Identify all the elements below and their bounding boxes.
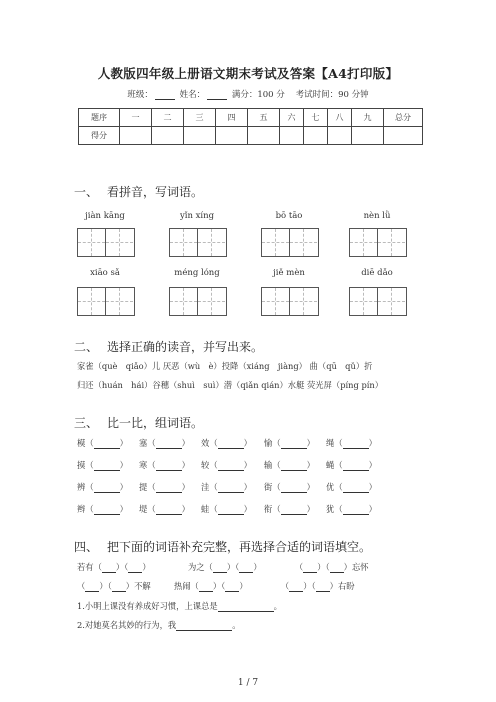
bracket-open: （ [334, 482, 343, 492]
bracket-open: （ [209, 460, 218, 470]
compare-char: 愉 [264, 438, 273, 448]
section-number: 四、 [74, 540, 99, 554]
compare-char: 寒 [139, 460, 148, 470]
compare-char: 提 [139, 482, 148, 492]
bracket-close: ） [243, 504, 252, 514]
score-cell[interactable] [120, 127, 152, 145]
compare-item [201, 503, 252, 515]
pinyin-label: jiàn kāng [85, 211, 125, 221]
section-2-heading [74, 338, 263, 355]
bracket-open: （ [85, 482, 94, 492]
table-cell: 七 [304, 109, 328, 127]
writing-cell[interactable] [262, 229, 290, 256]
bracket-open: （ [272, 460, 281, 470]
compare-item [139, 459, 190, 471]
bracket-close: ） [119, 482, 128, 492]
fill-question-2 [77, 619, 241, 631]
section-4-heading [74, 538, 371, 555]
compare-blank[interactable] [218, 461, 244, 471]
question-text: 。 [273, 601, 282, 611]
table-cell: 八 [328, 109, 352, 127]
compare-char: 绳 [326, 438, 335, 448]
bracket-open: （ [209, 438, 218, 448]
compare-blank[interactable] [94, 439, 120, 449]
bracket-close: ） [243, 460, 252, 470]
idiom-blank[interactable] [102, 563, 116, 573]
reading-line-1: 家雀（què qiǎo）儿 厌恶（wù è）投降（xiáng jiàng） 曲（qū qǔ）折 [77, 361, 373, 371]
bracket-open: （ [147, 504, 156, 514]
compare-item [139, 437, 190, 449]
compare-blank[interactable] [281, 461, 307, 471]
table-cell: 题序 [79, 109, 120, 127]
compare-char: 辨 [77, 482, 86, 492]
compare-blank[interactable] [94, 461, 120, 471]
table-cell: 五 [248, 109, 280, 127]
bracket-close: ） [306, 504, 315, 514]
compare-blank[interactable] [218, 439, 244, 449]
writing-cell[interactable] [106, 288, 133, 315]
compare-item [201, 459, 252, 471]
section-3-heading [74, 414, 203, 431]
class-label: 班级： [127, 90, 153, 100]
writing-cell[interactable] [290, 288, 317, 315]
idiom-text: ）右盼 [329, 581, 355, 591]
score-cell[interactable] [216, 127, 248, 145]
bracket-close: ） [181, 438, 190, 448]
compare-char: 优 [326, 482, 335, 492]
compare-item [326, 481, 377, 493]
bracket-open: （ [209, 504, 218, 514]
table-cell: 六 [280, 109, 304, 127]
idiom-text: 为之（ [187, 562, 213, 572]
writing-cell[interactable] [350, 288, 378, 315]
compare-char: 蝇 [326, 460, 335, 470]
compare-char: 效 [201, 438, 210, 448]
compare-char: 蛙 [201, 504, 210, 514]
exam-info [0, 88, 496, 100]
score-cell[interactable] [328, 127, 352, 145]
idiom-text: ）（ [212, 581, 226, 591]
bracket-close: ） [119, 460, 128, 470]
idiom-blank[interactable] [316, 582, 330, 592]
compare-blank[interactable] [156, 483, 182, 493]
section-1-heading [74, 183, 203, 200]
writing-grid[interactable] [349, 228, 407, 257]
name-label: 姓名： [179, 90, 206, 100]
bracket-close: ） [368, 504, 377, 514]
section-title: 选择正确的读音，并写出来。 [107, 340, 264, 354]
idiom-blank[interactable] [112, 582, 126, 592]
writing-cell[interactable] [198, 229, 225, 256]
compare-item [77, 437, 128, 449]
bracket-close: ） [368, 460, 377, 470]
score-cell[interactable] [280, 127, 304, 145]
pinyin-label: xiāo sǎ [90, 268, 120, 278]
bracket-close: ） [181, 504, 190, 514]
compare-blank[interactable] [343, 439, 369, 449]
bracket-close: ） [306, 438, 315, 448]
exam-time: 考试时间：90 分钟 [295, 90, 369, 100]
idiom-blank[interactable] [330, 563, 344, 573]
idiom-text: ） [253, 562, 262, 572]
pinyin-label: nèn lǜ [363, 211, 391, 221]
writing-grid[interactable] [261, 228, 319, 257]
question-text: 1.小明上课没有养成好习惯，上课总是 [77, 601, 218, 611]
compare-blank[interactable] [156, 439, 182, 449]
compare-blank[interactable] [156, 461, 182, 471]
bracket-open: （ [272, 504, 281, 514]
compare-char: 塞 [139, 438, 148, 448]
idiom-blank[interactable] [225, 582, 239, 592]
writing-grid[interactable] [169, 228, 227, 257]
compare-item [326, 459, 377, 471]
idiom-text: ） [239, 581, 248, 591]
compare-item [139, 481, 190, 493]
score-cell[interactable] [384, 127, 423, 145]
fill-question-1 [77, 600, 282, 612]
bracket-open: （ [85, 438, 94, 448]
compare-item [264, 503, 315, 515]
pinyin-label: yǐn xíng [179, 211, 215, 221]
writing-cell[interactable] [78, 288, 106, 315]
idiom-blank[interactable] [303, 563, 317, 573]
idiom-blank[interactable] [213, 563, 227, 573]
score-table-score-row [79, 127, 423, 145]
writing-cell[interactable] [78, 229, 106, 256]
table-cell: 四 [216, 109, 248, 127]
bracket-close: ） [368, 482, 377, 492]
writing-grid[interactable] [349, 287, 407, 316]
score-cell[interactable] [184, 127, 216, 145]
idiom-text: （ [294, 562, 304, 572]
idiom-blank[interactable] [128, 563, 142, 573]
section-title: 比一比，组词语。 [107, 416, 204, 430]
writing-grid[interactable] [261, 287, 319, 316]
bracket-close: ） [306, 460, 315, 470]
pinyin-label: diē dǎo [361, 268, 393, 278]
writing-cell[interactable] [170, 288, 198, 315]
compare-blank[interactable] [156, 505, 182, 515]
score-table-header-row [79, 109, 423, 127]
name-blank [207, 91, 227, 100]
bracket-open: （ [209, 482, 218, 492]
writing-cell[interactable] [262, 288, 290, 315]
idiom-text: ）（ [303, 581, 316, 591]
section-number: 一、 [74, 185, 99, 199]
bracket-open: （ [334, 460, 343, 470]
bracket-open: （ [147, 482, 156, 492]
bracket-open: （ [334, 438, 343, 448]
compare-char: 衔 [264, 504, 273, 514]
compare-blank[interactable] [281, 483, 307, 493]
compare-char: 模 [77, 438, 86, 448]
bracket-open: （ [147, 460, 156, 470]
class-blank [155, 91, 175, 100]
table-cell: 九 [352, 109, 384, 127]
idiom-blank[interactable] [85, 582, 99, 592]
answer-blank[interactable] [176, 621, 232, 631]
writing-cell[interactable] [290, 229, 317, 256]
bracket-open: （ [85, 504, 94, 514]
idiom-text: ）不解 [125, 581, 151, 591]
idiom-text: ）（ [99, 581, 112, 591]
writing-cell[interactable] [378, 288, 405, 315]
compare-blank[interactable] [281, 505, 307, 515]
compare-blank[interactable] [94, 505, 120, 515]
bracket-close: ） [119, 504, 128, 514]
idiom-text: ） [142, 562, 151, 572]
writing-grid[interactable] [77, 287, 135, 316]
bracket-open: （ [85, 460, 94, 470]
question-text: 2.对她莫名其妙的行为，我 [77, 620, 177, 630]
page-number: 1 / 7 [237, 678, 259, 688]
compare-blank[interactable] [343, 461, 369, 471]
score-cell[interactable] [248, 127, 280, 145]
compare-char: 较 [201, 460, 210, 470]
idiom-blank[interactable] [239, 563, 253, 573]
section-title: 看拼音，写词语。 [107, 185, 204, 199]
bracket-close: ） [119, 438, 128, 448]
idiom-text: ）（ [226, 562, 240, 572]
bracket-close: ） [306, 482, 315, 492]
answer-blank[interactable] [218, 602, 274, 612]
reading-line-2: 归还（huán hái）谷穗（shuì suì）潜（qiǎn qián）水艇 荧光屏（píng pín） [77, 380, 384, 390]
section-number: 三、 [74, 416, 99, 430]
section-title: 把下面的词语补充完整，再选择合适的词语填空。 [107, 540, 372, 554]
compare-item [326, 437, 377, 449]
score-table [78, 108, 423, 145]
compare-item [201, 437, 252, 449]
bracket-open: （ [272, 438, 281, 448]
compare-item [264, 437, 315, 449]
compare-char: 街 [264, 482, 273, 492]
compare-blank[interactable] [94, 483, 120, 493]
writing-cell[interactable] [106, 229, 133, 256]
bracket-close: ） [243, 482, 252, 492]
compare-item [77, 459, 128, 471]
compare-item [201, 481, 252, 493]
idiom-row-2 [77, 580, 355, 592]
score-cell[interactable] [352, 127, 384, 145]
pinyin-label: jiě mèn [273, 268, 305, 278]
section-number: 二、 [74, 340, 99, 354]
compare-char: 辫 [77, 504, 86, 514]
pinyin-label: méng lóng [174, 268, 220, 278]
idiom-blank[interactable] [289, 582, 303, 592]
compare-char: 摸 [77, 460, 86, 470]
idiom-text: ）（ [115, 562, 129, 572]
writing-grid[interactable] [77, 228, 135, 257]
bracket-open: （ [272, 482, 281, 492]
bracket-open: （ [334, 504, 343, 514]
idiom-row-1 [77, 561, 369, 573]
compare-item [264, 459, 315, 471]
compare-item [139, 503, 190, 515]
score-cell[interactable] [304, 127, 328, 145]
bracket-close: ） [368, 438, 377, 448]
full-score: 满分：100 分 [231, 90, 285, 100]
score-cell[interactable] [152, 127, 184, 145]
question-text: 。 [232, 620, 241, 630]
table-cell: 一 [120, 109, 152, 127]
compare-blank[interactable] [218, 483, 244, 493]
idiom-text: 热闹（ [173, 581, 199, 591]
bracket-close: ） [181, 482, 190, 492]
bracket-open: （ [147, 438, 156, 448]
compare-item [77, 503, 128, 515]
bracket-close: ） [181, 460, 190, 470]
compare-char: 输 [264, 460, 273, 470]
writing-cell[interactable] [378, 229, 405, 256]
compare-blank[interactable] [343, 505, 369, 515]
compare-item [77, 481, 128, 493]
compare-item [264, 481, 315, 493]
compare-char: 堤 [139, 504, 148, 514]
writing-grid[interactable] [169, 287, 227, 316]
table-cell: 二 [152, 109, 184, 127]
idiom-text: ）（ [317, 562, 330, 572]
table-cell: 得分 [79, 127, 120, 145]
table-cell: 总分 [384, 109, 423, 127]
idiom-text: （ [77, 581, 86, 591]
idiom-text: ）忘怀 [343, 562, 369, 572]
compare-blank[interactable] [281, 439, 307, 449]
compare-blank[interactable] [343, 483, 369, 493]
table-cell: 三 [184, 109, 216, 127]
pinyin-label: bō tāo [275, 211, 303, 221]
idiom-blank[interactable] [199, 582, 213, 592]
idiom-text: （ [280, 581, 290, 591]
writing-cell[interactable] [350, 229, 378, 256]
compare-blank[interactable] [218, 505, 244, 515]
compare-item [326, 503, 377, 515]
writing-cell[interactable] [198, 288, 225, 315]
compare-char: 洼 [201, 482, 210, 492]
writing-cell[interactable] [170, 229, 198, 256]
idiom-text: 若有（ [77, 562, 102, 572]
page-title: 人教版四年级上册语文期末考试及答案【A4打印版】 [97, 66, 399, 81]
bracket-close: ） [243, 438, 252, 448]
compare-char: 犹 [326, 504, 335, 514]
